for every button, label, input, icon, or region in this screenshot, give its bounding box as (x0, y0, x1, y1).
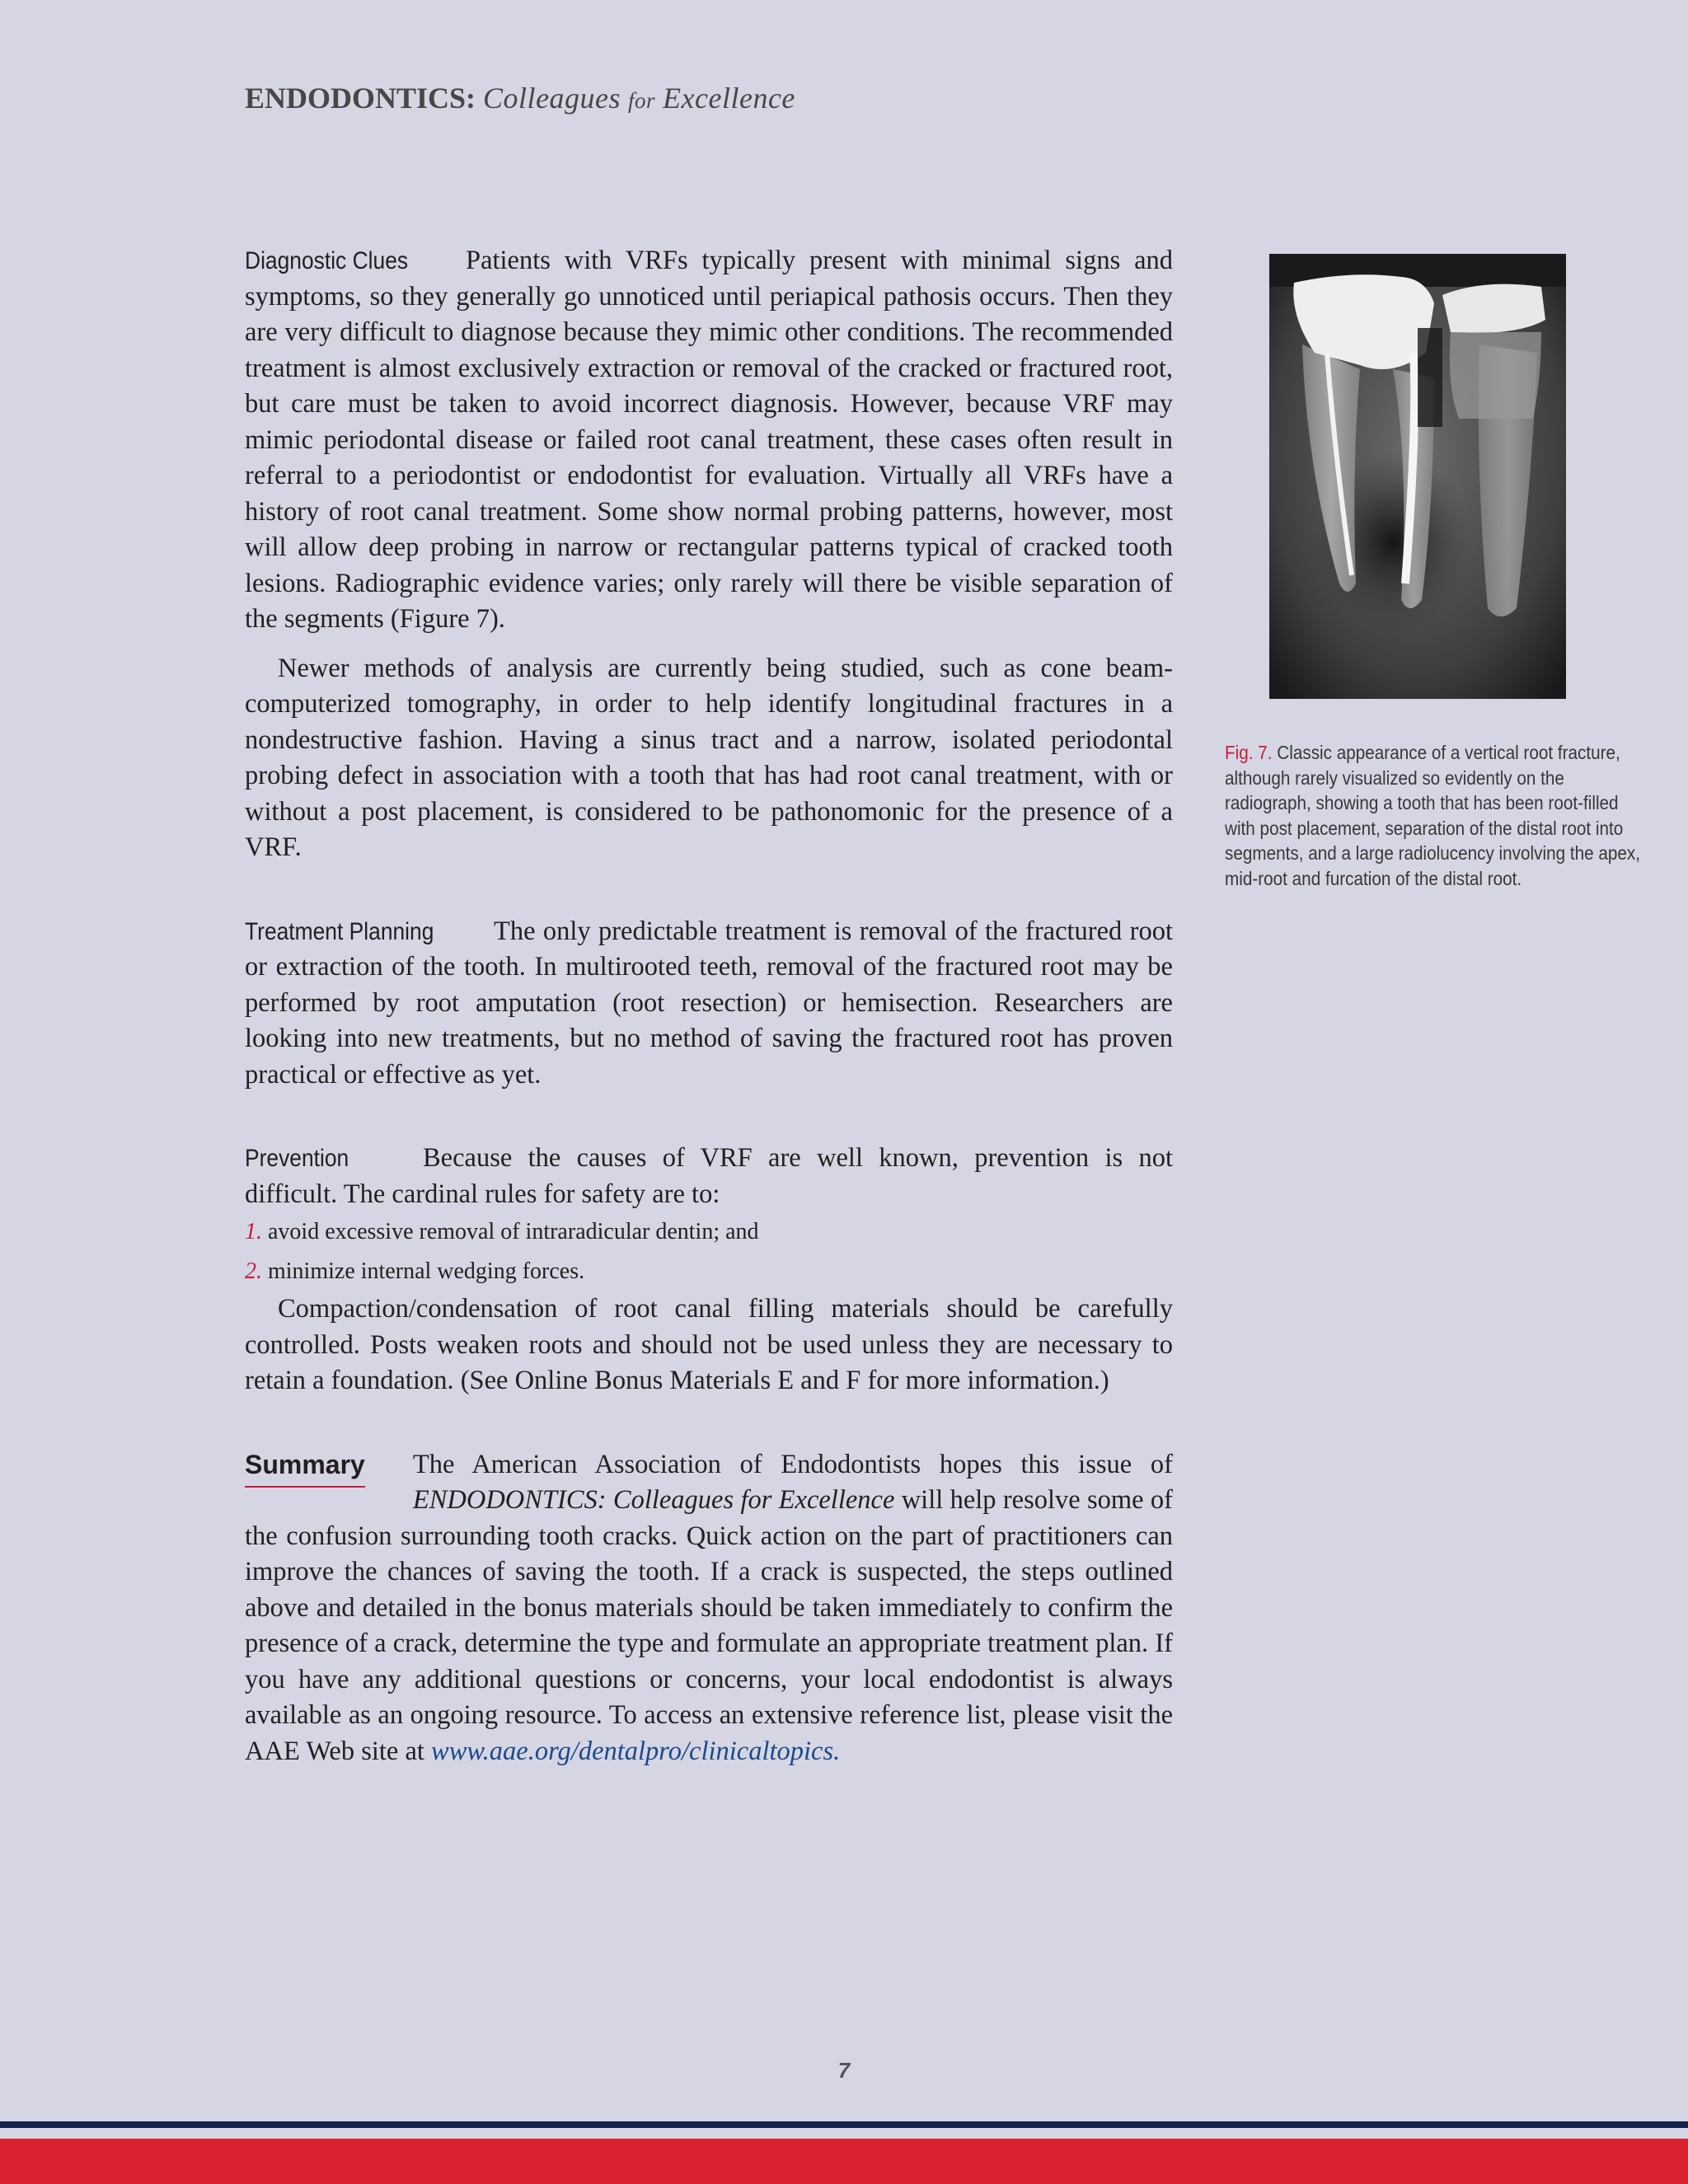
main-column (245, 243, 1173, 1769)
running-head-brand: ENDODONTICS: (245, 82, 476, 115)
radiograph-image (1269, 254, 1566, 699)
diagnostic-paragraph-1: Patients with VRFs typically present with minimal signs and symptoms, so they generally go unnoticed until periapical pathosis occurs. Then they are very difficult to diagnose because they mimic other conditions. The recommended treatment is almost exclusively extraction or removal of the cracked or fractured root, but care must be taken to avoid incorrect diagnosis. However, because VRF may mimic periodontal disease or failed root canal treatment, these cases often result in referral to a periodontist or endodontist for evaluation. Virtually all VRFs have a history of root canal treatment. Some show normal probing patterns, however, most will allow deep probing in narrow or rectangular patterns typical of cracked tooth lesions. Radiographic evidence varies; only rarely will there be visible separation of the segments (Figure 7). (245, 246, 1173, 634)
footer-navy-band (0, 2121, 1688, 2128)
prevention-paragraph: Because the causes of VRF are well known, prevention is not difficult. The cardinal rules for safety are to: (245, 1143, 1173, 1209)
section-heading-summary: Summary (245, 1447, 365, 1488)
running-head-excellence: Excellence (663, 82, 795, 115)
list-item (245, 1212, 1173, 1252)
prevention-paragraph-2: Compaction/condensation of root canal filling materials should be carefully controlled. Posts weaken roots and should not be used unless they are necessary to retain a foundation. (See Online Bonus Materials E and F for more information.) (245, 1294, 1173, 1395)
section-diagnostic-clues (245, 243, 1173, 638)
figure-caption-text: Classic appearance of a vertical root fracture, although rarely visualized so evidently on the radiograph, showing a tooth that has been root-filled with post placement, separation of the distal root into segments, and a large radiolucency involving the apex, mid-root and furcation of the distal root. (1225, 742, 1641, 889)
section-heading-diagnostic-clues: Diagnostic Clues (245, 247, 409, 274)
list-item-number: 1. (245, 1219, 262, 1244)
section-heading-prevention: Prevention (245, 1145, 349, 1172)
section-treatment-planning (245, 914, 1173, 1094)
diagnostic-paragraph-2: Newer methods of analysis are currently being studied, such as cone beam-computerized tomography, in order to help identify longitudinal fractures in a nondestructive fashion. Having a sinus tract and a narrow, isolated periodontal probing defect in association with a tooth that has had root canal treatment, with or without a post placement, is considered to be pathonomonic for the presence of a VRF. (245, 653, 1173, 862)
figure-caption (1225, 740, 1652, 891)
section-summary (245, 1447, 1173, 1770)
running-head-for: for (628, 88, 656, 113)
running-head-colleagues: Colleagues (483, 82, 621, 115)
list-item-number: 2. (245, 1258, 262, 1284)
list-item (245, 1252, 1173, 1291)
page-number: 7 (837, 2058, 851, 2083)
section-prevention (245, 1141, 1173, 1212)
summary-text-after: will help resolve some of the confusion surrounding tooth cracks. Quick action on the part of practitioners can improve the chances of saving the tooth. If a crack is suspected, the steps outlined above and detailed in the bonus materials should be taken immediately to confirm the presence of a crack, determine the type and formulate an appropriate treatment plan. If you have any additional questions or concerns, your local endodontist is always available as an ongoing resource. To access an extensive reference list, please visit the AAE Web site at (245, 1485, 1173, 1766)
aae-website-link[interactable]: www.aae.org/dentalpro/clinicaltopics. (431, 1736, 841, 1766)
figure-label: Fig. 7. (1225, 742, 1273, 763)
summary-text-before: The American Association of Endodontists hopes this issue of (412, 1449, 1173, 1479)
running-head (245, 81, 795, 115)
list-item-text: minimize internal wedging forces. (268, 1258, 585, 1284)
footer-light-band (0, 2128, 1688, 2139)
section-heading-treatment-planning: Treatment Planning (245, 917, 434, 945)
footer-red-band (0, 2139, 1688, 2184)
list-item-text: avoid excessive removal of intraradicular dentin; and (268, 1219, 759, 1244)
summary-publication-title: ENDODONTICS: Colleagues for Excellence (412, 1485, 895, 1515)
treatment-paragraph: The only predictable treatment is removal of the fractured root or extraction of the tooth. In multirooted teeth, removal of the fractured root may be performed by root amputation (root resection) or hemisection. Researchers are looking into new treatments, but no method of saving the fractured root has proven practical or effective as yet. (245, 916, 1173, 1090)
summary-paragraph (245, 1447, 1173, 1770)
